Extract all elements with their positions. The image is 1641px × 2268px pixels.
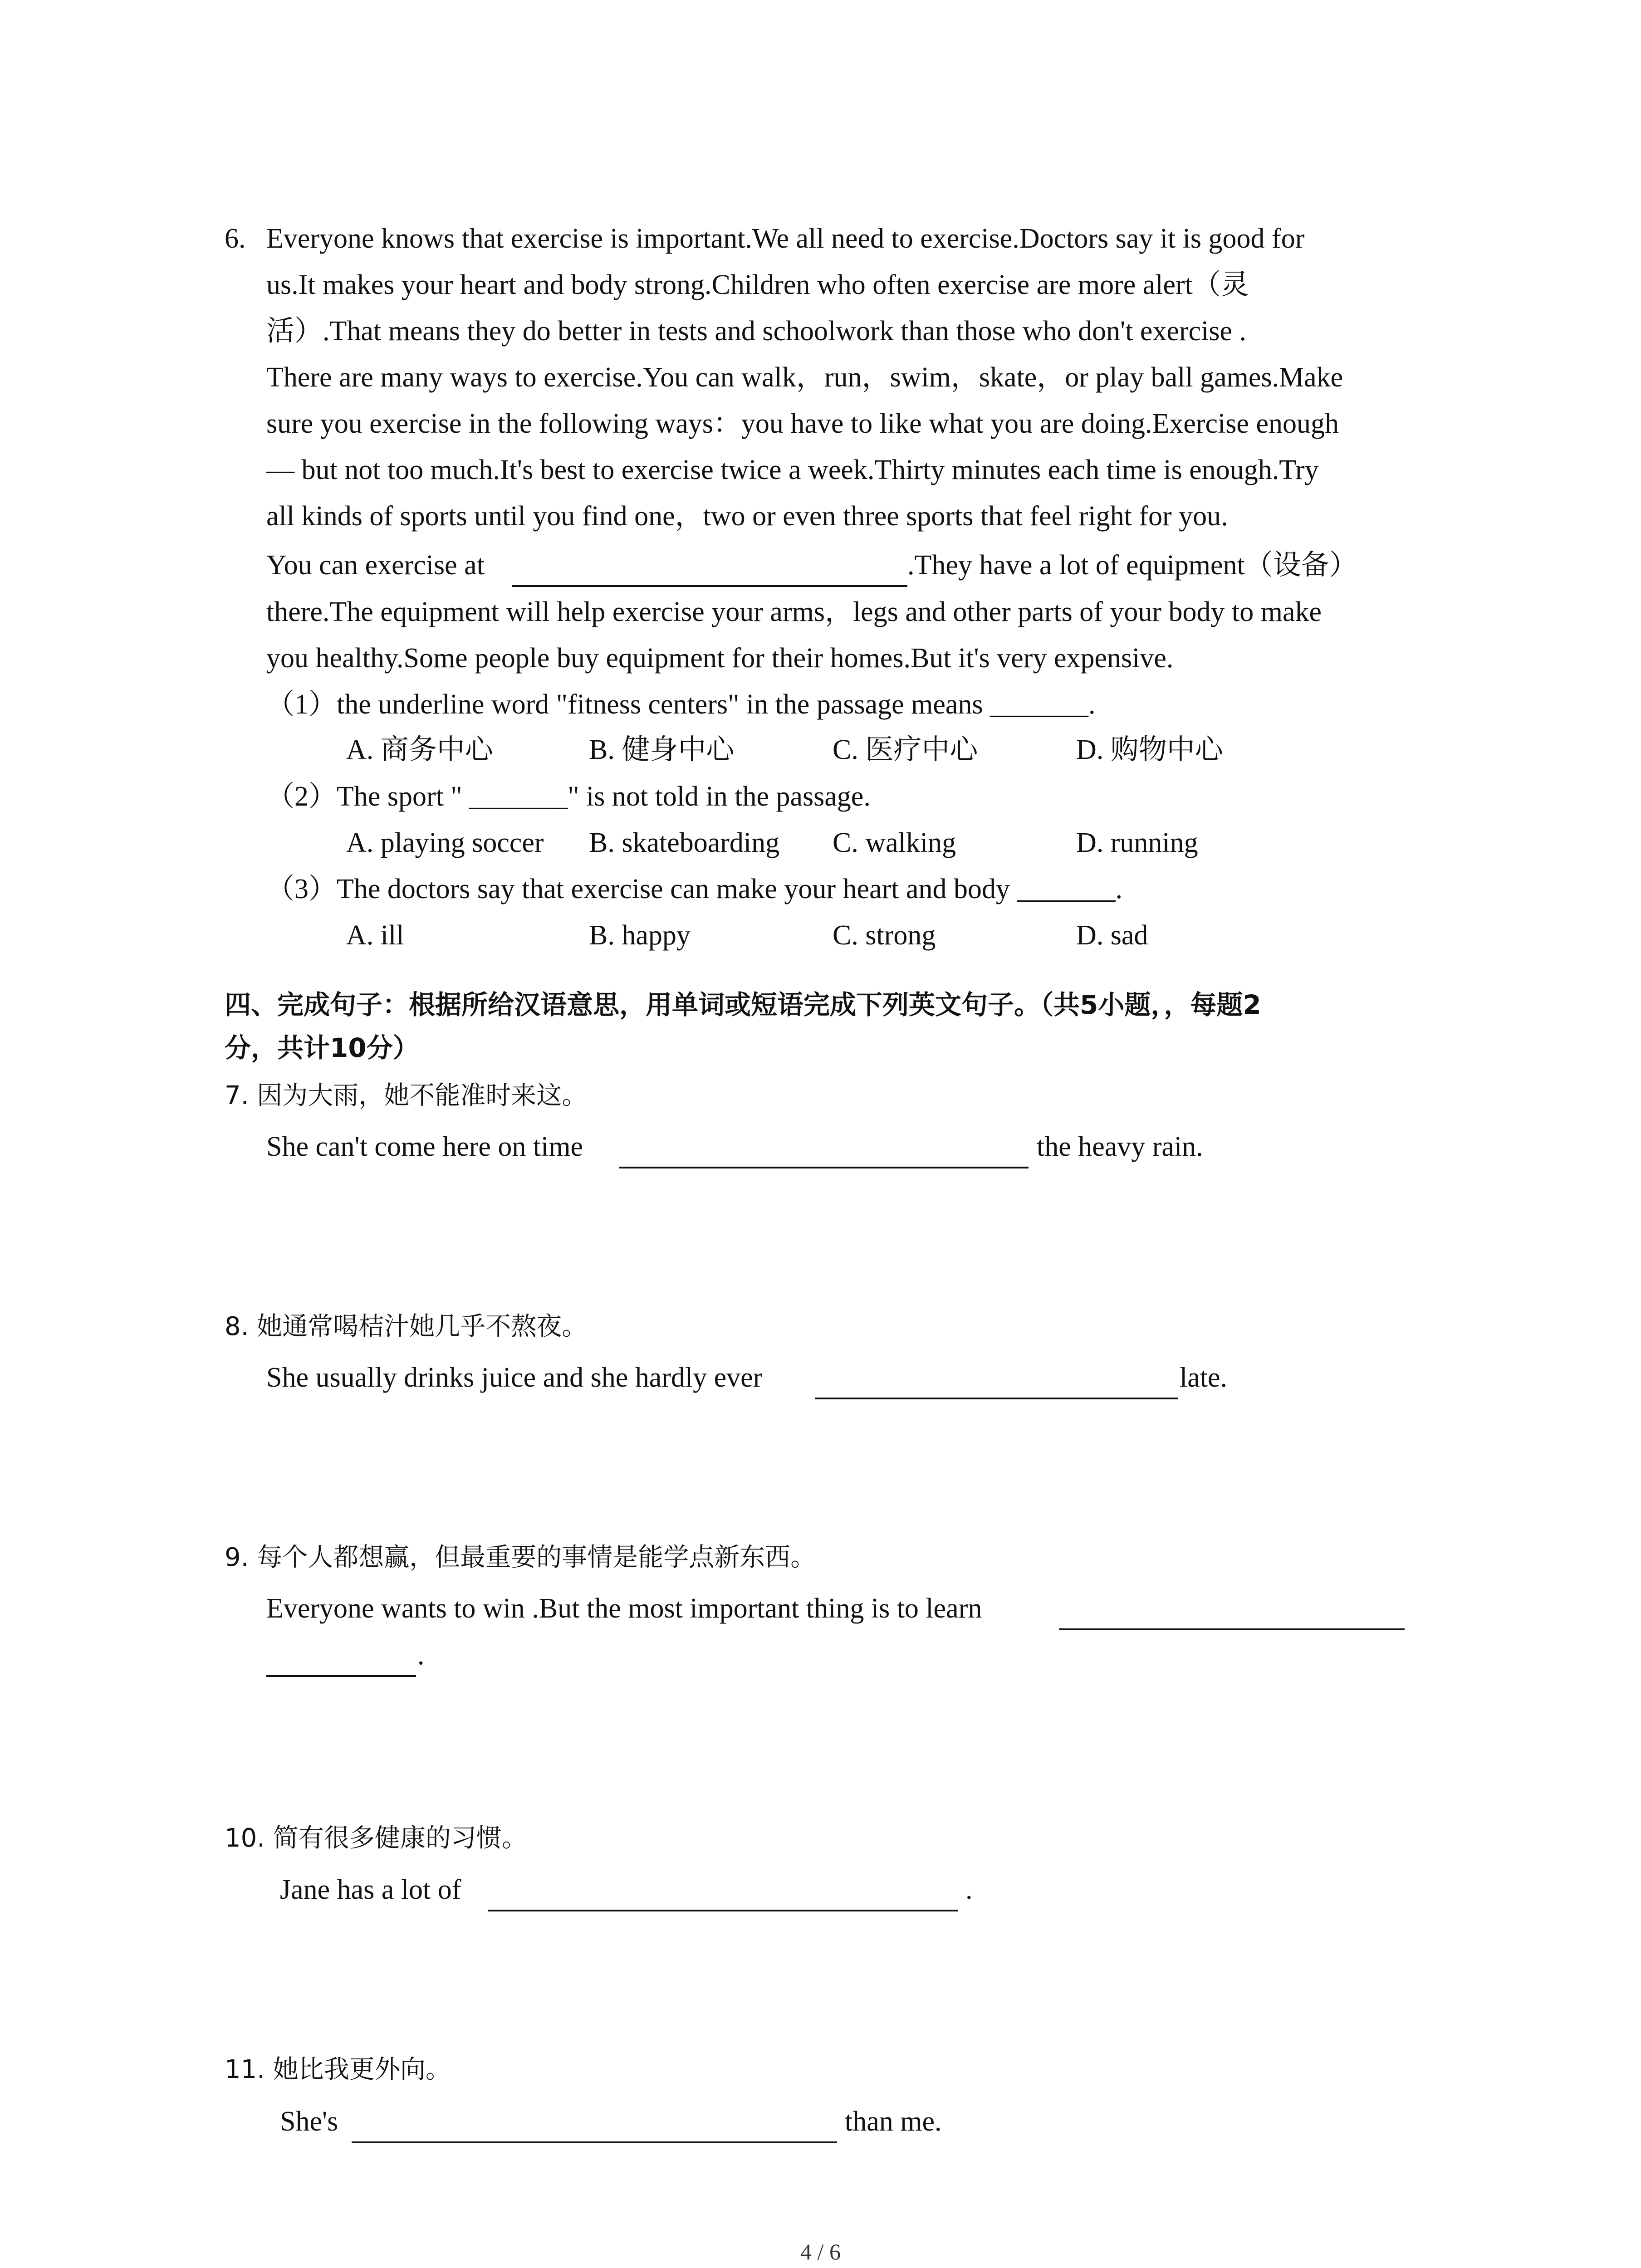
option-2c[interactable]: C. walking xyxy=(833,827,956,858)
question-9-start: Everyone wants to win .But the most important thing is to learn xyxy=(266,1593,982,1624)
question-11-end: than me. xyxy=(845,2106,942,2137)
passage-line-8-start: You can exercise at xyxy=(266,550,485,581)
question-10-end: . xyxy=(965,1874,973,1905)
section-heading-line-1: 四、完成句子：根据所给汉语意思，用单词或短语完成下列英文句子。（共5小题，，每题2 xyxy=(225,989,1261,1020)
passage-line-6: — but not too much.It's best to exercise twice a week.Thirty minutes each time is enough.Try xyxy=(266,455,1319,485)
option-2d[interactable]: D. running xyxy=(1076,827,1198,858)
answer-blank-11[interactable] xyxy=(352,2141,837,2143)
answer-blank-9b[interactable] xyxy=(266,1675,416,1677)
passage-line-7: all kinds of sports until you find one，two or even three sports that feel right for you. xyxy=(266,501,1228,532)
passage-line-8-end: .They have a lot of equipment（设备） xyxy=(907,550,1357,581)
answer-blank-10[interactable] xyxy=(488,1910,958,1911)
question-7-end: the heavy rain. xyxy=(1037,1131,1203,1162)
question-7-start: She can't come here on time xyxy=(266,1131,583,1162)
question-9-end: . xyxy=(417,1640,425,1671)
sub-question-2: （2）The sport " _______" is not told in the passage. xyxy=(266,781,871,812)
passage-line-2: us.It makes your heart and body strong.Children who often exercise are more alert（灵 xyxy=(266,269,1249,300)
option-3b[interactable]: B. happy xyxy=(589,920,691,951)
option-1b[interactable]: B. 健身中心 xyxy=(589,734,735,765)
question-9-chinese: 9. 每个人都想赢，但最重要的事情是能学点新东西。 xyxy=(225,1543,816,1572)
sub-question-3: （3）The doctors say that exercise can make your heart and body _______. xyxy=(266,874,1122,904)
question-8-start: She usually drinks juice and she hardly ever xyxy=(266,1362,763,1393)
answer-blank-passage[interactable] xyxy=(512,585,907,587)
sub-question-1: （1）the underline word "fitness centers" in the passage means _______. xyxy=(266,689,1096,720)
answer-blank-9a[interactable] xyxy=(1059,1628,1405,1630)
question-7-chinese: 7. 因为大雨，她不能准时来这。 xyxy=(225,1081,588,1110)
option-2a[interactable]: A. playing soccer xyxy=(346,827,544,858)
answer-blank-8[interactable] xyxy=(815,1398,1178,1399)
passage-line-10: you healthy.Some people buy equipment for their homes.But it's very expensive. xyxy=(266,643,1174,674)
option-2b[interactable]: B. skateboarding xyxy=(589,827,780,858)
question-8-end: late. xyxy=(1180,1362,1227,1393)
option-1c[interactable]: C. 医疗中心 xyxy=(833,734,978,765)
option-1d[interactable]: D. 购物中心 xyxy=(1076,734,1223,765)
passage-line-1: Everyone knows that exercise is important.We all need to exercise.Doctors say it is good for xyxy=(266,223,1305,254)
passage-line-5: sure you exercise in the following ways：you have to like what you are doing.Exercise enough xyxy=(266,408,1339,439)
question-11-start: She's xyxy=(280,2106,338,2137)
page-number: 4 / 6 xyxy=(800,2239,841,2264)
option-3c[interactable]: C. strong xyxy=(833,920,936,951)
question-10-chinese: 10. 简有很多健康的习惯。 xyxy=(225,1823,527,1853)
passage-line-3: 活）.That means they do better in tests and schoolwork than those who don't exercise . xyxy=(266,316,1247,347)
option-3a[interactable]: A. ill xyxy=(346,920,404,951)
option-3d[interactable]: D. sad xyxy=(1076,920,1148,951)
passage-line-9: there.The equipment will help exercise your arms，legs and other parts of your body to make xyxy=(266,596,1322,627)
answer-blank-7[interactable] xyxy=(619,1167,1029,1168)
option-1a[interactable]: A. 商务中心 xyxy=(346,734,493,765)
passage-line-4: There are many ways to exercise.You can walk，run，swim，skate，or play ball games.Make xyxy=(266,362,1343,393)
section-heading-line-2: 分，共计10分） xyxy=(225,1032,419,1063)
question-10-start: Jane has a lot of xyxy=(280,1874,461,1905)
question-number-6: 6. xyxy=(225,223,246,254)
question-11-chinese: 11. 她比我更外向。 xyxy=(225,2055,451,2084)
question-8-chinese: 8. 她通常喝桔汁她几乎不熬夜。 xyxy=(225,1312,588,1341)
